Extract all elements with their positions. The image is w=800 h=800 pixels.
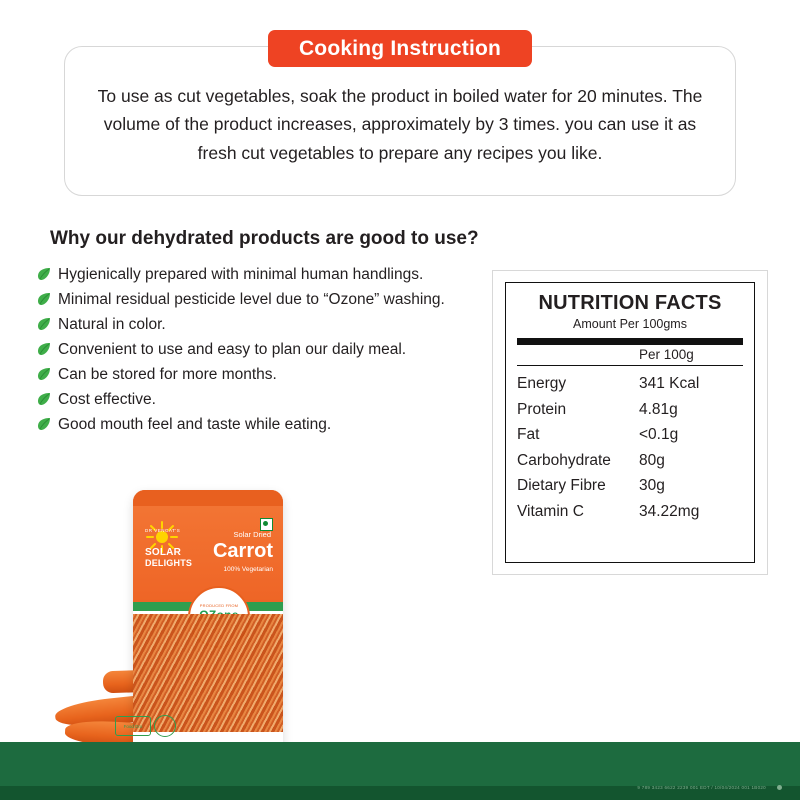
solar-dried-label: Solar Dried: [233, 530, 271, 539]
table-row: [517, 371, 743, 397]
footer-code: 9 789 3423 6622 2239 001 EDT / 10/04/2024 001 1B020: [637, 785, 766, 790]
cooking-instruction-title: Cooking Instruction: [268, 30, 532, 67]
nutrient-value: <0.1g: [639, 426, 679, 443]
table-row: [517, 499, 743, 525]
nutrition-rows: [517, 366, 743, 524]
list-item: [36, 337, 486, 362]
nutrient-name: Vitamin C: [517, 502, 584, 520]
vegetarian-text: 100% Vegetarian: [223, 566, 273, 573]
nutrition-column-header-row: [517, 345, 743, 365]
nutrient-value: 4.81g: [639, 400, 678, 418]
brand-top-label: DR VENGAT'S: [145, 528, 181, 533]
list-item: [36, 262, 486, 287]
list-item-label: Good mouth feel and taste while eating.: [58, 416, 332, 433]
nutrition-facts-card: [492, 270, 768, 575]
fssai-badge: Food Dro: [115, 716, 151, 736]
benefits-heading: Why our dehydrated products are good to use?: [50, 228, 479, 249]
nutrient-value: 341 Kcal: [639, 375, 700, 392]
list-item-label: Can be stored for more months.: [58, 366, 277, 383]
nutrient-name: Energy: [517, 375, 567, 392]
product-name-label: Carrot: [212, 540, 273, 562]
nutrition-column-header: Per 100g: [639, 347, 694, 362]
nutrition-title: NUTRITION FACTS: [538, 292, 722, 314]
brand-line-1: SOLAR: [145, 547, 181, 558]
nutrient-value: 80g: [639, 451, 665, 469]
nutrition-rule-thick: [517, 338, 743, 345]
ozone-badge-top: PRODUCED FROM: [199, 602, 239, 608]
table-row: [517, 397, 743, 423]
leaf-icon: [36, 366, 52, 382]
pouch-top-seal: [133, 490, 283, 506]
leaf-icon: [36, 316, 52, 332]
nutrient-name: Carbohydrate: [517, 451, 611, 469]
brand-line-2: DELIGHTS: [145, 558, 193, 568]
leaf-icon: [36, 416, 52, 432]
benefits-list: [36, 262, 486, 437]
leaf-badge-icon: [154, 715, 176, 737]
list-item: [36, 312, 486, 337]
nutrient-name: Protein: [517, 400, 567, 418]
nutrient-name: Fat: [517, 426, 540, 443]
leaf-icon: [36, 341, 52, 357]
brand-name: [145, 548, 192, 568]
nutrition-subtitle: Amount Per 100gms: [573, 317, 687, 331]
list-item: [36, 387, 486, 412]
list-item: [36, 362, 486, 387]
leaf-icon: [36, 266, 52, 282]
leaf-icon: [36, 391, 52, 407]
table-row: [517, 473, 743, 499]
nutrient-value: 34.22mg: [639, 502, 700, 520]
pouch-window-product-view: [133, 614, 283, 732]
list-item-label: Cost effective.: [58, 391, 156, 408]
cooking-instruction-text: To use as cut vegetables, soak the product in boiled water for 20 minutes. The volume of the product increases, approximately by 3 times. you can use it as fresh cut vegetables to prepare any recipes you like.: [97, 86, 703, 163]
list-item-label: Natural in color.: [58, 316, 166, 333]
nutrient-name: Dietary Fibre: [517, 477, 606, 494]
leaf-icon: [36, 291, 52, 307]
nutrient-value: 30g: [639, 477, 665, 494]
list-item-label: Convenient to use and easy to plan our daily meal.: [58, 341, 407, 358]
list-item: [36, 412, 486, 437]
dot-marker-icon: [777, 785, 782, 790]
list-item-label: Hygienically prepared with minimal human handlings.: [58, 266, 424, 283]
product-photo: [55, 470, 385, 770]
list-item-label: Minimal residual pesticide level due to “Ozone” washing.: [58, 291, 445, 308]
nutrition-facts-panel: [505, 282, 755, 563]
table-row: [517, 422, 743, 448]
table-row: [517, 448, 743, 474]
list-item: [36, 287, 486, 312]
